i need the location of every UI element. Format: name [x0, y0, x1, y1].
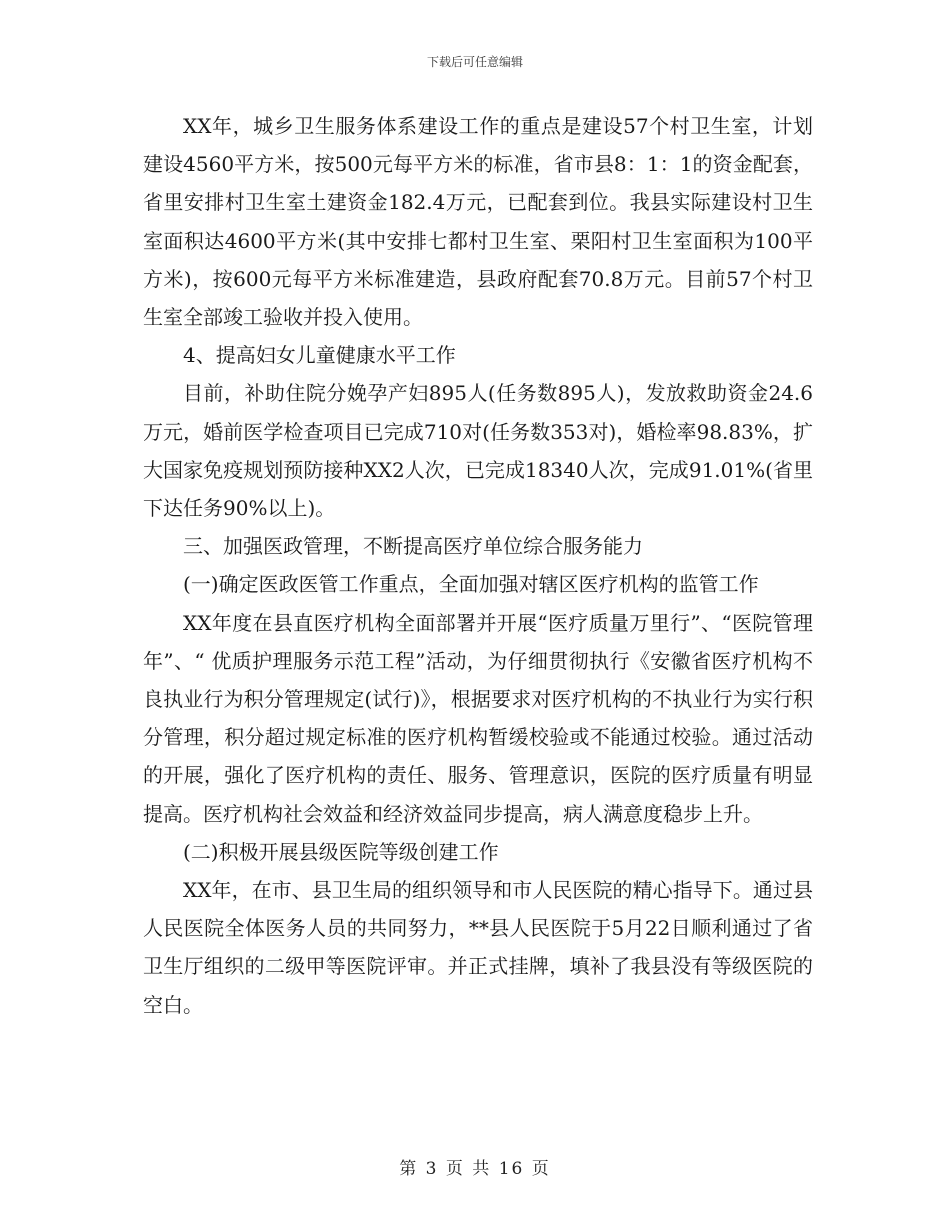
- page-number-footer: 第 3 页 共 16 页: [399, 1159, 551, 1179]
- paragraph-heading-medical-admin: 三、加强医政管理，不断提高医疗单位综合服务能力: [183, 534, 643, 559]
- paragraph-quality-activities: XX年度在县直医疗机构全面部署并开展“医疗质量万里行”、“医院管理年”、“ 优质护理服务示范工程”活动，为仔细贯彻执行《安徽省医疗机构不良执业行为积分管理规定(试行)》，根据要求对医疗机构的不执业行为实行积分管理，积分超过规定标准的医疗机构暂缓校验或不能通过校验。通过活动的开展，强化了医疗机构的责任、服务、管理意识，医院的医疗质量有明显提高。医疗机构社会效益和经济效益同步提高，病人满意度稳步上升。: [143, 610, 813, 826]
- paragraph-maternal-stats: 目前，补助住院分娩孕产妇895人(任务数895人)，发放救助资金24.6万元，婚前医学检查项目已完成710对(任务数353对)，婚检率98.83%，扩大国家免疫规划预防接种XX2人次，已完成18340人次，完成91.01%(省里下达任务90%以上)。: [143, 381, 813, 521]
- paragraph-subheading-supervision: (一)确定医政医管工作重点，全面加强对辖区医疗机构的监管工作: [183, 572, 759, 597]
- paragraph-subheading-hospital-grading: (二)积极开展县级医院等级创建工作: [183, 839, 499, 864]
- paragraph-hospital-grading: XX年，在市、县卫生局的组织领导和市人民医院的精心指导下。通过县人民医院全体医务人员的共同努力，**县人民医院于5月22日顺利通过了省卫生厅组织的二级甲等医院评审。并正式挂牌，填补了我县没有等级医院的空白。: [143, 878, 813, 1017]
- paragraph-village-clinics: XX年，城乡卫生服务体系建设工作的重点是建设57个村卫生室，计划建设4560平方米，按500元每平方米的标准，省市县8：1：1的资金配套，省里安排村卫生室土建资金182.4万元，已配套到位。我县实际建设村卫生室面积达4600平方米(其中安排七都村卫生室、栗阳村卫生室面积为100平方米)，按600元每平方米标准建造，县政府配套70.8万元。目前57个村卫生室全部竣工验收并投入使用。: [143, 114, 813, 330]
- page-header: 下载后可任意编辑: [426, 55, 523, 69]
- paragraph-heading-women-children: 4、提高妇女儿童健康水平工作: [183, 343, 456, 368]
- document-body: [143, 107, 813, 1024]
